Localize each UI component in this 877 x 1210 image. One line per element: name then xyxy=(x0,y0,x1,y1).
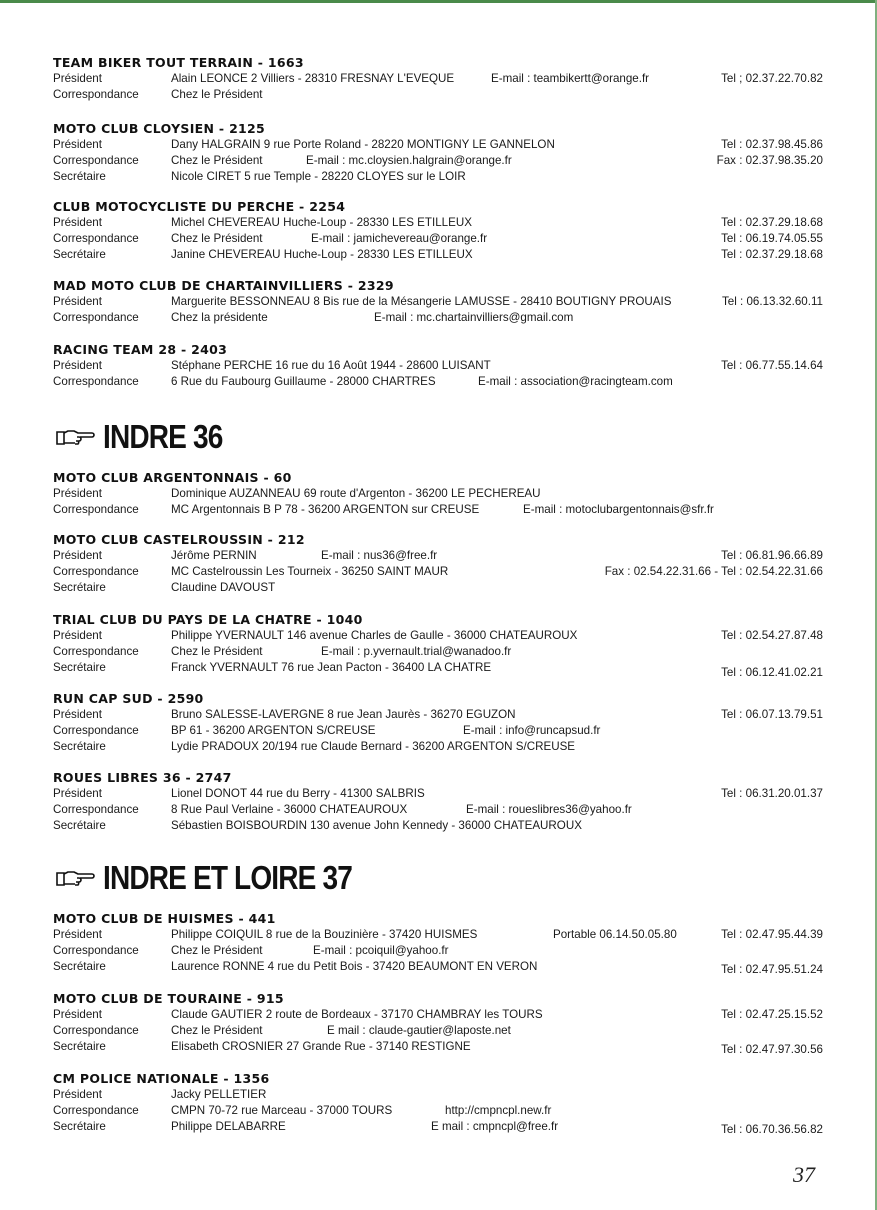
club-row xyxy=(53,247,823,263)
contact-text: Bruno SALESSE-LAVERGNE 8 rue Jean Jaurès - 36270 EGUZON xyxy=(171,708,516,721)
section-title: INDRE 36 xyxy=(103,418,223,455)
contact-text: Claude GAUTIER 2 route de Bordeaux - 37170 CHAMBRAY les TOURS xyxy=(171,1008,543,1021)
club-row xyxy=(53,1039,823,1055)
contact-text: Lydie PRADOUX 20/194 rue Claude Bernard - 36200 ARGENTON S/CREUSE xyxy=(171,740,576,753)
phone-text: Tel : 02.47.95.44.39 xyxy=(721,928,823,941)
email-text: E-mail : association@racingteam.com xyxy=(478,375,673,388)
club-title: MOTO CLUB ARGENTONNAIS - 60 xyxy=(53,470,292,485)
contact-text: Stéphane PERCHE 16 rue du 16 Août 1944 - 28600 LUISANT xyxy=(171,359,491,372)
role-label: Président xyxy=(53,359,102,372)
page-number: 37 xyxy=(793,1162,815,1187)
club-moto-club-argentonnais xyxy=(53,470,823,518)
club-trial-club-pays-de-la-chatre xyxy=(53,612,823,679)
club-row xyxy=(53,1023,823,1039)
club-title: TRIAL CLUB DU PAYS DE LA CHATRE - 1040 xyxy=(53,612,363,627)
club-row xyxy=(53,294,823,310)
role-label: Président xyxy=(53,629,102,642)
club-row xyxy=(53,502,823,518)
role-label: Président xyxy=(53,708,102,721)
contact-text: Lionel DONOT 44 rue du Berry - 41300 SALBRIS xyxy=(171,787,425,800)
role-label: Correspondance xyxy=(53,375,139,388)
email-text: E-mail : nus36@free.fr xyxy=(321,549,438,562)
club-row xyxy=(53,723,823,739)
role-label: Correspondance xyxy=(53,311,139,324)
club-row xyxy=(53,943,823,959)
fax-phone-text: Fax : 02.54.22.31.66 - Tel : 02.54.22.31.66 xyxy=(604,565,823,578)
role-label: Président xyxy=(53,1088,102,1101)
contact-text: Elisabeth CROSNIER 27 Grande Rue - 37140 RESTIGNE xyxy=(171,1040,471,1053)
contact-text: Philippe DELABARRE xyxy=(171,1120,286,1133)
role-label: Correspondance xyxy=(53,565,139,578)
role-label: Correspondance xyxy=(53,232,139,245)
email-text: E mail : cmpncpl@free.fr xyxy=(431,1120,559,1133)
club-row xyxy=(53,818,823,834)
role-label: Secrétaire xyxy=(53,248,106,261)
contact-text: Nicole CIRET 5 rue Temple - 28220 CLOYES sur le LOIR xyxy=(171,170,466,183)
club-row xyxy=(53,374,823,390)
contact-text: BP 61 - 36200 ARGENTON S/CREUSE xyxy=(171,724,376,737)
email-text: E-mail : jamichevereau@orange.fr xyxy=(311,232,488,245)
email-text: E-mail : info@runcapsud.fr xyxy=(463,724,601,737)
phone-text: Tel : 06.81.96.66.89 xyxy=(721,549,823,562)
fax-text: Fax : 02.37.98.35.20 xyxy=(716,154,823,167)
club-row xyxy=(53,802,823,818)
club-title: CLUB MOTOCYCLISTE DU PERCHE - 2254 xyxy=(53,199,346,214)
club-row xyxy=(53,548,823,564)
phone-text: Tel : 02.47.95.51.24 xyxy=(721,963,823,976)
section-header-indre-36 xyxy=(55,417,244,457)
contact-text: Chez le Président xyxy=(171,88,263,101)
club-row xyxy=(53,87,823,103)
email-text: E-mail : roueslibres36@yahoo.fr xyxy=(466,803,632,816)
role-label: Président xyxy=(53,487,102,500)
role-label: Secrétaire xyxy=(53,581,106,594)
contact-text: Chez la présidente xyxy=(171,311,268,324)
phone-text: Tel : 02.37.29.18.68 xyxy=(721,248,823,261)
role-label: Correspondance xyxy=(53,724,139,737)
email-text: E-mail : pcoiquil@yahoo.fr xyxy=(313,944,449,957)
contact-text: Philippe YVERNAULT 146 avenue Charles de Gaulle - 36000 CHATEAUROUX xyxy=(171,629,578,642)
contact-text: MC Castelroussin Les Tourneix - 36250 SAINT MAUR xyxy=(171,565,449,578)
club-row xyxy=(53,786,823,802)
role-label: Secrétaire xyxy=(53,661,106,674)
contact-text: Laurence RONNE 4 rue du Petit Bois - 37420 BEAUMONT EN VERON xyxy=(171,960,538,973)
club-title: MOTO CLUB DE TOURAINE - 915 xyxy=(53,991,284,1006)
club-title: CM POLICE NATIONALE - 1356 xyxy=(53,1071,270,1086)
phone-text: Tel : 02.47.97.30.56 xyxy=(721,1043,823,1056)
club-row xyxy=(53,215,823,231)
contact-text: Dany HALGRAIN 9 rue Porte Roland - 28220 MONTIGNY LE GANNELON xyxy=(171,138,555,151)
contact-text: Chez le Président xyxy=(171,232,263,245)
role-label: Correspondance xyxy=(53,944,139,957)
club-row xyxy=(53,644,823,660)
top-border xyxy=(0,0,877,3)
phone-text: Tel : 06.12.41.02.21 xyxy=(721,666,823,679)
role-label: Secrétaire xyxy=(53,1120,106,1133)
email-text: E-mail : mc.cloysien.halgrain@orange.fr xyxy=(306,154,512,167)
club-row xyxy=(53,1007,823,1023)
contact-text: Claudine DAVOUST xyxy=(171,581,276,594)
club-row xyxy=(53,580,823,596)
role-label: Secrétaire xyxy=(53,819,106,832)
phone-text: Tel ; 02.37.22.70.82 xyxy=(721,72,823,85)
phone-text: Tel : 06.07.13.79.51 xyxy=(721,708,823,721)
phone-text: Tel : 02.37.98.45.86 xyxy=(721,138,823,151)
contact-text: Dominique AUZANNEAU 69 route d'Argenton - 36200 LE PECHEREAU xyxy=(171,487,541,500)
phone-text: Tel : 02.37.29.18.68 xyxy=(721,216,823,229)
contact-text: Chez le Président xyxy=(171,645,263,658)
email-text: E-mail : p.yvernault.trial@wanadoo.fr xyxy=(321,645,512,658)
email-text: E-mail : motoclubargentonnais@sfr.fr xyxy=(523,503,714,516)
club-row xyxy=(53,137,823,153)
club-row xyxy=(53,153,823,169)
club-title: RACING TEAM 28 - 2403 xyxy=(53,342,228,357)
club-row xyxy=(53,959,823,975)
club-row xyxy=(53,1087,823,1103)
club-moto-club-de-touraine xyxy=(53,991,823,1055)
phone-text: Tel : 06.13.32.60.11 xyxy=(722,295,823,308)
club-roues-libres-36 xyxy=(53,770,823,834)
contact-text: Franck YVERNAULT 76 rue Jean Pacton - 36400 LA CHATRE xyxy=(171,661,492,674)
website-link[interactable]: http://cmpncpl.new.fr xyxy=(445,1104,552,1117)
club-row xyxy=(53,358,823,374)
pointing-hand-icon xyxy=(55,867,95,889)
role-label: Correspondance xyxy=(53,1024,139,1037)
contact-text: CMPN 70-72 rue Marceau - 37000 TOURS xyxy=(171,1104,393,1117)
club-row xyxy=(53,660,823,679)
role-label: Président xyxy=(53,138,102,151)
contact-text: Alain LEONCE 2 Villiers - 28310 FRESNAY L'EVEQUE xyxy=(171,72,455,85)
club-row xyxy=(53,71,823,87)
contact-text: Janine CHEVEREAU Huche-Loup - 28330 LES ETILLEUX xyxy=(171,248,473,261)
role-label: Président xyxy=(53,295,102,308)
role-label: Président xyxy=(53,928,102,941)
role-label: Secrétaire xyxy=(53,740,106,753)
club-row xyxy=(53,310,823,326)
contact-text: Sébastien BOISBOURDIN 130 avenue John Kennedy - 36000 CHATEAUROUX xyxy=(171,819,582,832)
role-label: Président xyxy=(53,549,102,562)
role-label: Secrétaire xyxy=(53,170,106,183)
role-label: Correspondance xyxy=(53,88,139,101)
role-label: Secrétaire xyxy=(53,1040,106,1053)
club-team-biker-tout-terrain xyxy=(53,55,823,103)
role-label: Correspondance xyxy=(53,503,139,516)
email-text: E-mail : teambikertt@orange.fr xyxy=(491,72,650,85)
club-row xyxy=(53,169,823,185)
role-label: Président xyxy=(53,72,102,85)
contact-text: 6 Rue du Faubourg Guillaume - 28000 CHARTRES xyxy=(171,375,436,388)
club-title: RUN CAP SUD - 2590 xyxy=(53,691,204,706)
contact-text: Philippe COIQUIL 8 rue de la Bouzinière - 37420 HUISMES xyxy=(171,928,478,941)
role-label: Président xyxy=(53,1008,102,1021)
club-cm-police-nationale xyxy=(53,1071,823,1135)
role-label: Secrétaire xyxy=(53,960,106,973)
section-header-indre-et-loire-37 xyxy=(55,858,396,898)
club-row xyxy=(53,486,823,502)
contact-text: Chez le Président xyxy=(171,1024,263,1037)
club-moto-club-de-huismes xyxy=(53,911,823,975)
role-label: Président xyxy=(53,216,102,229)
role-label: Président xyxy=(53,787,102,800)
club-mad-moto-club-chartainvilliers xyxy=(53,278,823,326)
contact-text: MC Argentonnais B P 78 - 36200 ARGENTON sur CREUSE xyxy=(171,503,480,516)
phone-text: Tel : 02.47.25.15.52 xyxy=(721,1008,823,1021)
pointing-hand-icon xyxy=(55,426,95,448)
contact-text: Jérôme PERNIN xyxy=(171,549,257,562)
role-label: Correspondance xyxy=(53,803,139,816)
email-text: E mail : claude-gautier@laposte.net xyxy=(327,1024,511,1037)
club-title: ROUES LIBRES 36 - 2747 xyxy=(53,770,232,785)
phone-text: Tel : 06.77.55.14.64 xyxy=(721,359,823,372)
club-row xyxy=(53,739,823,755)
club-title: MOTO CLUB DE HUISMES - 441 xyxy=(53,911,276,926)
contact-text: Marguerite BESSONNEAU 8 Bis rue de la Mésangerie LAMUSSE - 28410 BOUTIGNY PROUAIS xyxy=(171,295,672,308)
club-run-cap-sud xyxy=(53,691,823,755)
club-title: MOTO CLUB CLOYSIEN - 2125 xyxy=(53,121,266,136)
club-row xyxy=(53,1103,823,1119)
contact-text: Chez le Président xyxy=(171,944,263,957)
club-motocycliste-du-perche xyxy=(53,199,823,263)
phone-text: Tel : 06.31.20.01.37 xyxy=(721,787,823,800)
role-label: Correspondance xyxy=(53,645,139,658)
club-title: TEAM BIKER TOUT TERRAIN - 1663 xyxy=(53,55,304,70)
phone-text: Tel : 06.19.74.05.55 xyxy=(721,232,823,245)
mobile-text: Portable 06.14.50.05.80 xyxy=(553,928,677,941)
phone-text: Tel : 06.70.36.56.82 xyxy=(721,1123,823,1136)
contact-text: Michel CHEVEREAU Huche-Loup - 28330 LES ETILLEUX xyxy=(171,216,472,229)
club-row xyxy=(53,707,823,723)
club-moto-club-castelroussin xyxy=(53,532,823,596)
club-moto-club-cloysien xyxy=(53,121,823,185)
section-title: INDRE ET LOIRE 37 xyxy=(103,859,352,896)
club-row xyxy=(53,231,823,247)
email-text: E-mail : mc.chartainvilliers@gmail.com xyxy=(374,311,574,324)
club-row xyxy=(53,628,823,644)
club-title: MOTO CLUB CASTELROUSSIN - 212 xyxy=(53,532,305,547)
contact-text: Jacky PELLETIER xyxy=(171,1088,267,1101)
club-title: MAD MOTO CLUB DE CHARTAINVILLIERS - 2329 xyxy=(53,278,394,293)
role-label: Correspondance xyxy=(53,1104,139,1117)
club-racing-team-28 xyxy=(53,342,823,390)
contact-text: Chez le Président xyxy=(171,154,263,167)
club-row xyxy=(53,564,823,580)
club-row xyxy=(53,1119,823,1135)
role-label: Correspondance xyxy=(53,154,139,167)
contact-text: 8 Rue Paul Verlaine - 36000 CHATEAUROUX xyxy=(171,803,408,816)
phone-text: Tel : 02.54.27.87.48 xyxy=(721,629,823,642)
club-row xyxy=(53,927,823,943)
